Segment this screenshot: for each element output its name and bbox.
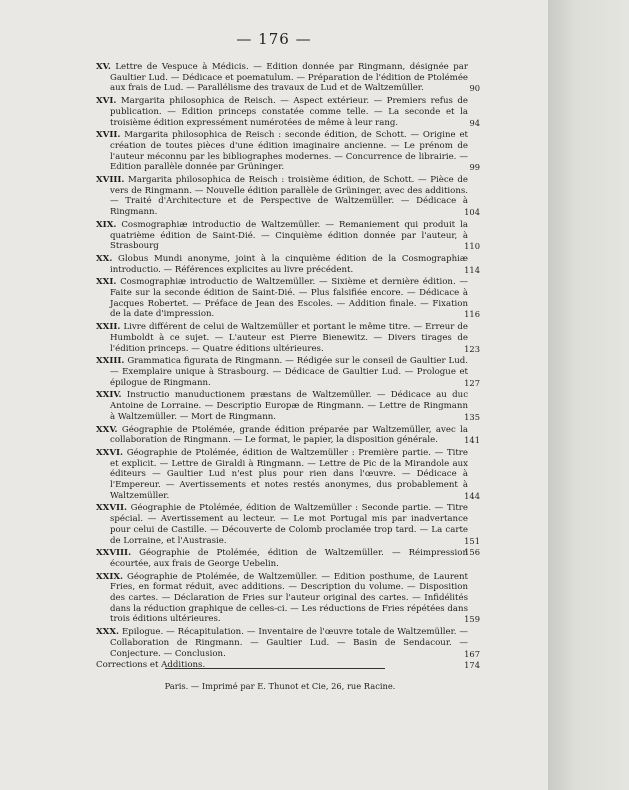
toc-entry xyxy=(96,571,480,626)
entry-number: XVI. xyxy=(96,96,117,107)
toc-entry xyxy=(96,660,480,671)
entry-number: XVII. xyxy=(96,130,121,141)
entry-text: Géographie de Ptolémée, édition de Waltzemüller : Première partie. — Titre et explicit. — Lettre de Giraldi à Ringmann. — Lettre de Pic de la Mirandole aux éditeurs — Gaultier Lud n'est plus pour rien dans l'œuvre. — Dédicace à l'Empereur. — Avertissements et notes restés anonymes, dus probablement à Waltzemüller. xyxy=(110,447,469,501)
toc-entry xyxy=(96,447,480,502)
entry-text: Grammatica figurata de Ringmann. — Rédigée sur le conseil de Gaultier Lud. — Exemplaire unique à Strasbourg. — Dédicace de Gaultier Lud. — Prologue et épilogue de Ringmann. xyxy=(110,356,468,388)
next-page-edge xyxy=(548,0,629,790)
entry-number: XXII. xyxy=(96,322,121,333)
entry-page: 90 xyxy=(469,83,480,94)
entry-number: XIX. xyxy=(96,219,117,230)
entry-page: 114 xyxy=(464,264,480,275)
toc-entry xyxy=(96,546,480,569)
entry-number: XXIV. xyxy=(96,390,122,401)
entry-number: XV. xyxy=(96,62,111,72)
table-of-contents xyxy=(96,62,480,671)
entry-number: XXI. xyxy=(96,277,117,288)
entry-number: XXIII. xyxy=(96,356,125,367)
entry-text: Géographie de Ptolémée, grande édition préparée par Waltzemüller, avec la collaboration de Ringmann. — Le format, le papier, la disposition générale. xyxy=(110,424,468,446)
toc-entry xyxy=(96,96,480,128)
toc-entry xyxy=(96,62,480,94)
entry-number: XVIII. xyxy=(96,175,125,186)
entry-page: 99 xyxy=(469,162,480,173)
entry-number: XXVIII. xyxy=(96,548,132,559)
toc-entry xyxy=(96,175,480,218)
entry-page: 174 xyxy=(464,660,480,671)
entry-text: Lettre de Vespuce à Médicis. — Edition donnée par Ringmann, désignée par Gaultier Lud. — Dédicace et poematulum. — Préparation de l'édition de Ptolémée aux frais de Lud. — Parallélisme des travaux de Lud et de Waltzemüller. xyxy=(110,62,468,94)
entry-number: XX. xyxy=(96,253,113,264)
toc-entry xyxy=(96,424,480,446)
entry-number: XXV. xyxy=(96,424,118,435)
entry-page: 159 xyxy=(464,614,480,625)
entry-page: 104 xyxy=(464,207,480,218)
entry-number: XXX. xyxy=(96,627,119,638)
toc-entry xyxy=(96,356,480,388)
entry-text: Instructio manuductionem præstans de Waltzemüller. — Dédicace au duc Antoine de Lorraine. — Descriptio Europæ de Ringmann. — Lettre de Ringmann à Waltzemüller. — Mort de Ringmann. xyxy=(110,390,469,422)
entry-number: XXIX. xyxy=(96,571,124,582)
toc-entry xyxy=(96,277,480,320)
toc-entry xyxy=(96,253,480,275)
entry-text: Géographie de Ptolémée, édition de Waltzemüller. — Réimpression écourtée, aux frais de George Uebelin. xyxy=(110,548,468,569)
entry-page: 156 xyxy=(464,546,480,557)
toc-entry xyxy=(96,390,480,422)
entry-page: 116 xyxy=(464,309,480,320)
entry-text: Livre différent de celui de Waltzemüller et portant le même titre. — Erreur de Humboldt à ce sujet. — L'auteur est Pierre Bienewitz. — Divers tirages de l'édition princeps. — Quatre éditions ultérieures. xyxy=(110,322,468,354)
entry-page: 94 xyxy=(469,117,480,128)
footer-rule xyxy=(165,668,385,669)
toc-entry xyxy=(96,627,480,659)
toc-entry xyxy=(96,219,480,252)
entry-text: Margarita philosophica de Reisch : troisième édition, de Schott. — Pièce de vers de Ringmann. — Nouvelle édition parallèle de Grüninger, avec des additions. — Traité d'Architecture et de Perspective de Waltzemüller. — Dédicace à Ringmann. xyxy=(110,175,468,218)
toc-entry xyxy=(96,130,480,173)
entry-text: Cosmographiæ introductio de Waltzemüller. — Sixième et dernière édition. — Faite sur la seconde édition de Saint-Dié. — Plus falsifiée encore. — Dédicace à Jacques Robertet. — Préface de Jean des Escoles. — Addition finale. — Fixation de la date d'impression. xyxy=(110,277,468,320)
page-number: — 176 — xyxy=(236,30,312,48)
entry-page: 127 xyxy=(464,377,480,388)
printer-imprint: Paris. — Imprimé par E. Thunot et Cie, 26, rue Racine. xyxy=(164,681,396,691)
entry-text: Margarita philosophica de Reisch : seconde édition, de Schott. — Origine et création de toutes pièces d'une édition imaginaire ancienne. — Le prénom de l'auteur méconnu par les bibliographes modernes. — Concurrence de librairie. — Edition parallèle donnée par Grüninger. xyxy=(110,130,468,173)
toc-entry xyxy=(96,503,480,546)
toc-entry xyxy=(96,322,480,354)
entry-page: 123 xyxy=(464,343,480,354)
entry-text: Cosmographiæ introductio de Waltzemüller. — Remaniement qui produit la quatrième édition de Saint-Dié. — Cinquième édition donnée par l'auteur, à Strasbourg xyxy=(110,219,468,252)
entry-page: 110 xyxy=(464,241,480,252)
entry-text: Globus Mundi anonyme, joint à la cinquième édition de la Cosmographiæ introductio. — Références explicites au livre précédent. xyxy=(110,253,469,275)
entry-number: XXVI. xyxy=(96,447,124,458)
entry-text: Géographie de Ptolémée, de Waltzemüller. — Edition posthume, de Laurent Fries, en format réduit, avec additions. — Description du volume. — Disposition des cartes. — Déclaration de Fries sur l'auteur original des cartes. — Infidélités dans la réduction graphique de celles-ci. — Les réductions de Fries répétées dans trois éditions ultérieures. xyxy=(110,571,468,625)
entry-page: 144 xyxy=(464,490,480,501)
entry-text: Margarita philosophica de Reisch. — Aspect extérieur. — Premiers refus de publication. — Edition princeps constatée comme telle. — La seconde et la troisième édition expressément numérotées de même à leur rang. xyxy=(110,96,468,128)
entry-page: 135 xyxy=(464,411,480,422)
entry-page: 151 xyxy=(464,535,480,546)
entry-text: Epilogue. — Récapitulation. — Inventaire de l'œuvre totale de Waltzemüller. — Collaboration de Ringmann. — Gaultier Lud. — Basin de Sendacour. — Conjecture. — Conclusion. xyxy=(110,627,469,659)
entry-text: Géographie de Ptolémée, édition de Waltzemüller : Seconde partie. — Titre spécial. — Avertissement au lecteur. — Le mot Portugal mis par inadvertance pour celui de Castille. — Découverte de Colomb proclamée trop tard. — La carte de Lorraine, et l'Austrasie. xyxy=(110,503,468,546)
entry-text: Corrections et Additions. xyxy=(96,660,206,671)
entry-page: 167 xyxy=(464,648,480,659)
entry-page: 141 xyxy=(464,435,480,446)
entry-number: XXVII. xyxy=(96,503,128,514)
